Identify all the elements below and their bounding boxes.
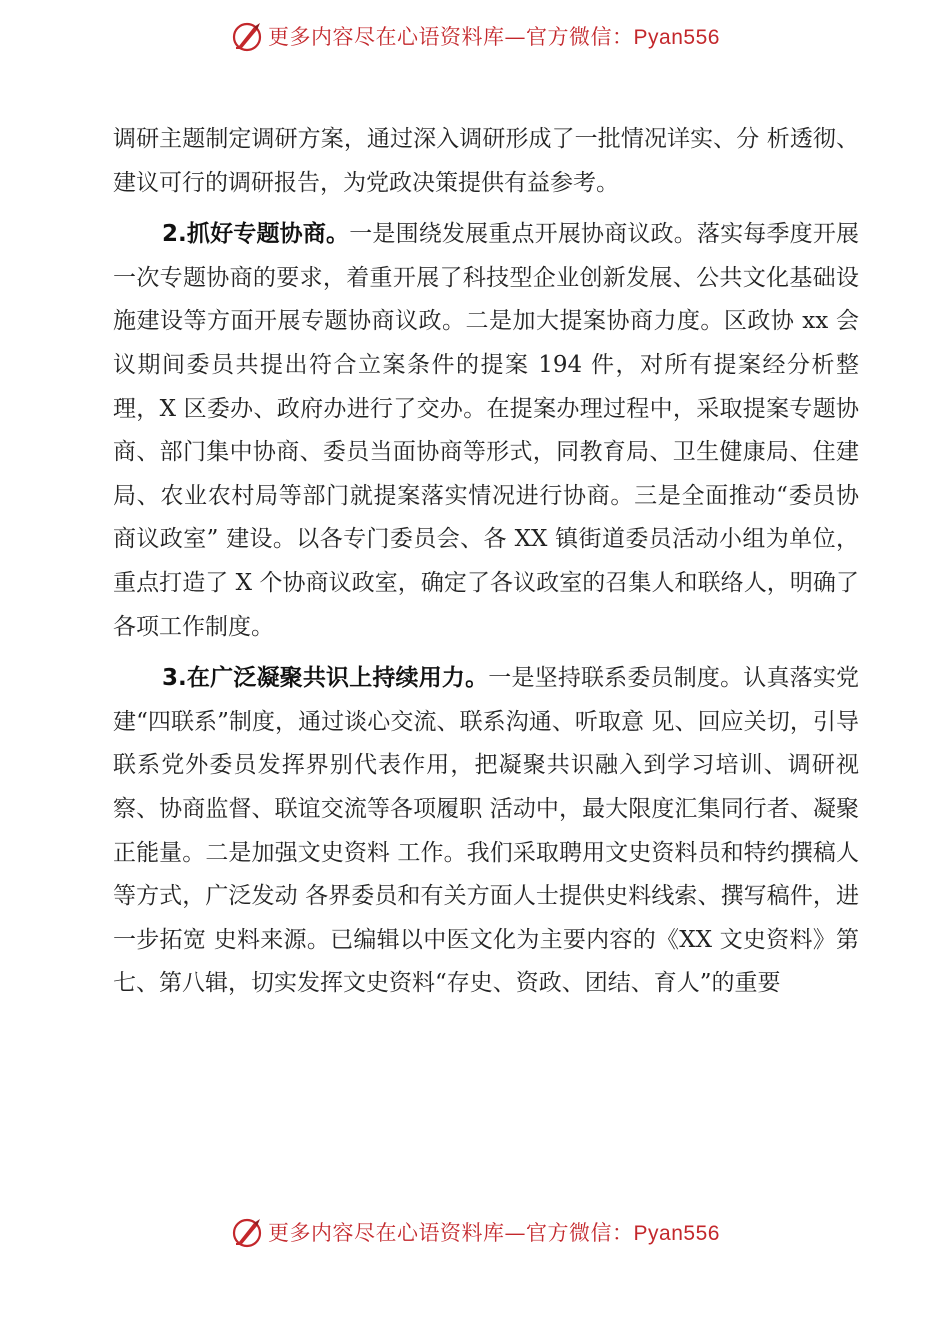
section-paragraph xyxy=(113,213,859,649)
section-heading: 3.在广泛凝聚共识上持续用力。 xyxy=(162,665,489,692)
header-banner xyxy=(0,16,950,56)
document-body xyxy=(113,118,859,1014)
quill-pen-icon xyxy=(230,1215,264,1249)
footer-banner xyxy=(0,1212,950,1252)
quill-pen-icon xyxy=(230,19,264,53)
section-body: 一是坚持联系委员制度。认真落实党建“四联系”制度，通过谈心交流、联系沟通、听取意 见、回应关切，引导联系党外委员发挥界别代表作用，把凝聚共识融入到学习培训、调研视察、协商监督、联谊交流等各项履职 活动中，最大限度汇集同行者、凝聚正能量。二是加强文史资料 工作。我们采取聘用文史资料员和特约撰稿人等方式，广泛发动 各界委员和有关方面人士提供史料线索、撰写稿件，进一步拓宽 史料来源。已编辑以中医文化为主要内容的《XX 文史资料》第七、第八辑，切实发挥文史资料“存史、资政、团结、育人”的重要 xyxy=(113,665,859,997)
continuation-paragraph: 调研主题制定调研方案，通过深入调研形成了一批情况详实、分 析透彻、建议可行的调研报告，为党政决策提供有益参考。 xyxy=(113,126,859,196)
banner-wechat-id: Pyan556 xyxy=(633,26,720,49)
banner-separator: — xyxy=(504,1221,527,1245)
banner-wechat-label: 官方微信： xyxy=(526,1221,634,1245)
banner-site-text: 更多内容尽在心语资料库 xyxy=(268,25,505,49)
section-body: 一是围绕发展重点开展协商议政。落实每季度开展一次专题协商的要求，着重开展了科技型企业创新发展、公共文化基础设施建设等方面开展专题协商议政。二是加大提案协商力度。区政协 xx 会议期间委员共提出符合立案条件的提案 194 件，对所有提案经分析整理，X 区委办、政府办进行了交办。在提案办理过程中，采取提案专题协商、部门集中协商、委员当面协商等形式，同教育局、卫生健康局、住建局、农业农村局等部门就提案落实情况进行协商。三是全面推动“委员协商议政室” 建设。以各专门委员会、各 XX 镇街道委员活动小组为单位，重点打造了 X 个协商议政室，确定了各议政室的召集人和联络人，明确了各项工作制度。 xyxy=(113,221,860,640)
banner-wechat-id: Pyan556 xyxy=(633,1222,720,1245)
section-heading: 2.抓好专题协商。 xyxy=(162,221,350,248)
banner-separator: — xyxy=(504,25,527,49)
section-paragraph xyxy=(113,657,859,1006)
banner-wechat-label: 官方微信： xyxy=(526,25,634,49)
banner-site-text: 更多内容尽在心语资料库 xyxy=(268,1221,505,1245)
